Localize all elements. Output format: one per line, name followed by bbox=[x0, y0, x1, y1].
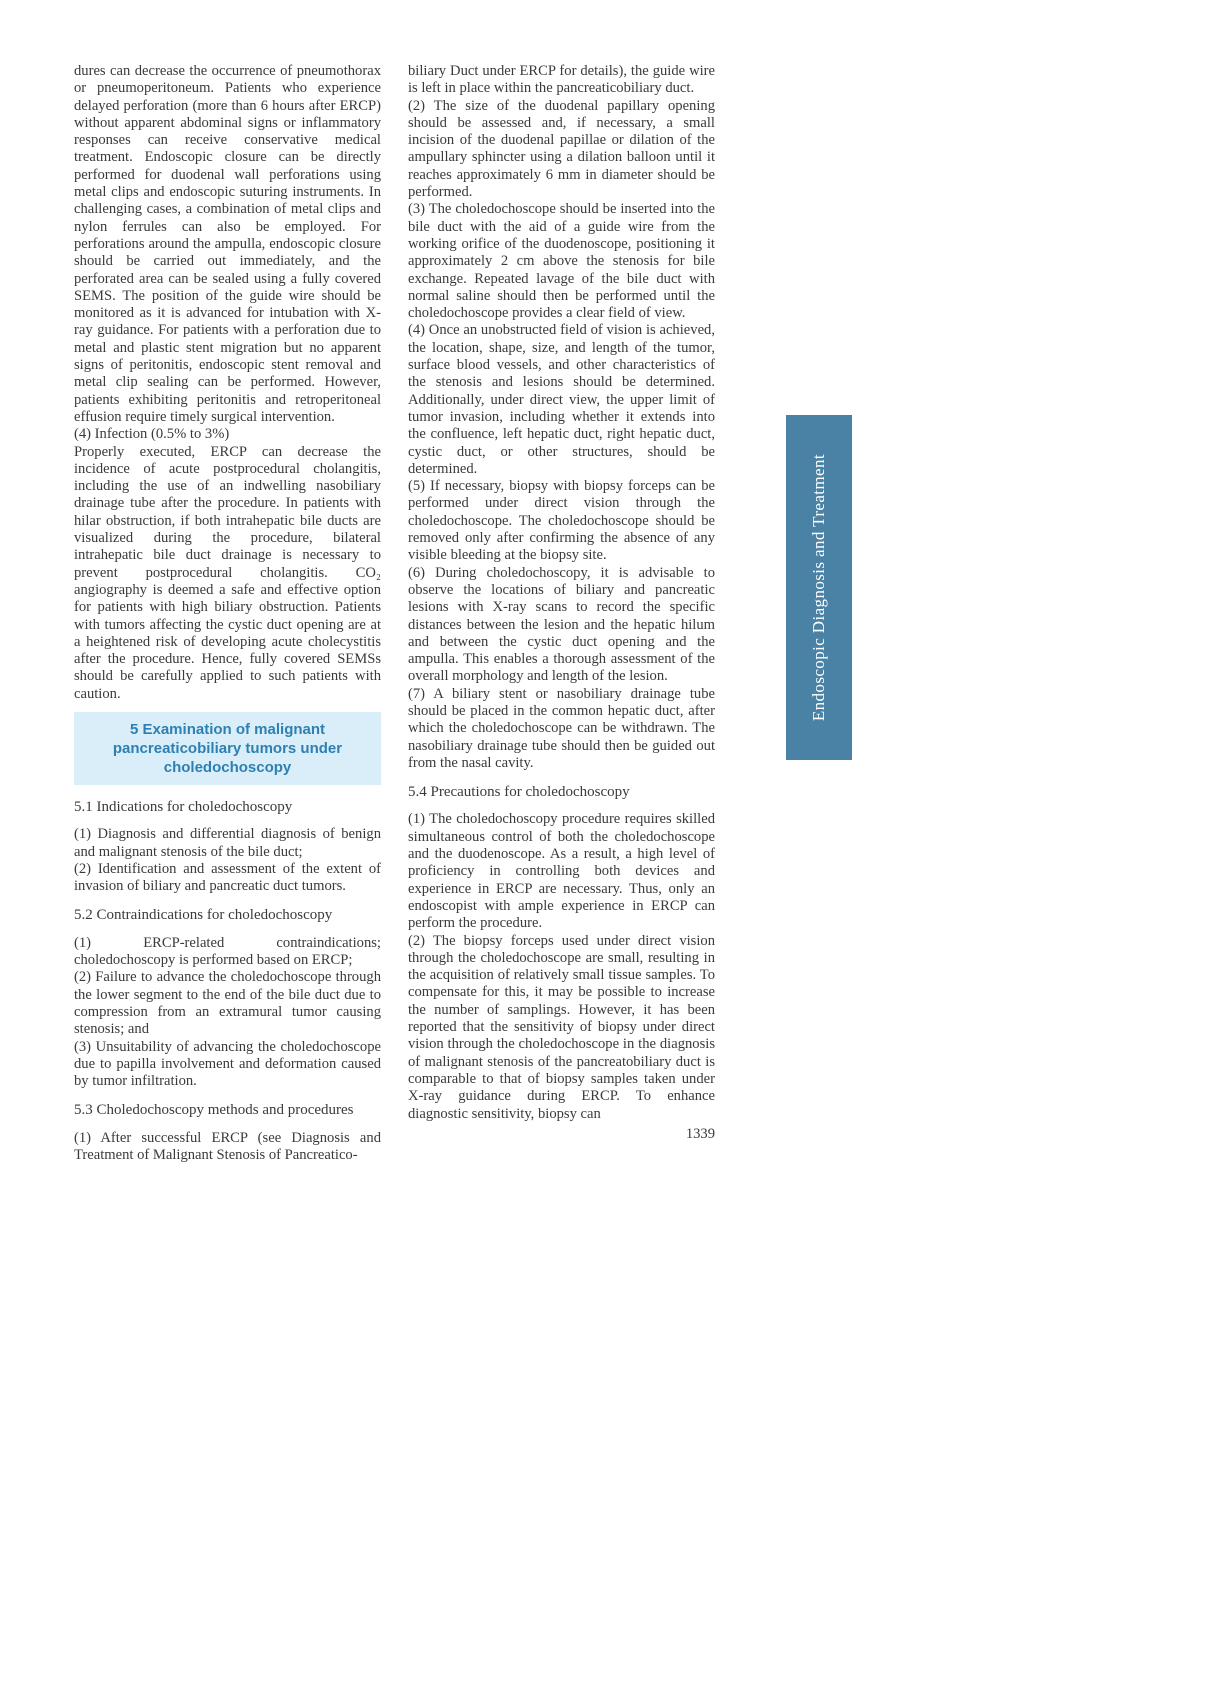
list-item: (1) The choledochoscopy procedure requires skilled simultaneous control of both the choledochoscope and the duodenoscope. As a result, a high level of proficiency in controlling both devices and experience in ERCP are necessary. Thus, only an endoscopist with ample experience in ERCP can perform the procedure. bbox=[408, 811, 715, 932]
list-item: (2) Identification and assessment of the extent of invasion of biliary and pancreatic duct tumors. bbox=[74, 860, 381, 895]
chapter-thumb-tab bbox=[786, 415, 852, 760]
infection-rate-line: (4) Infection (0.5% to 3%) bbox=[74, 426, 230, 443]
list-item: (3) Unsuitability of advancing the choledochoscope due to papilla involvement and deformation caused by tumor infiltration. bbox=[74, 1038, 381, 1090]
subsection-heading-5-4: 5.4 Precautions for choledochoscopy bbox=[408, 784, 630, 801]
list-item: (5) If necessary, biopsy with biopsy forceps can be performed under direct vision through the choledochoscope. The choledochoscope should be removed only after confirming the absence of any visible bleeding at the biopsy site. bbox=[408, 478, 715, 564]
list-item: (1) After successful ERCP (see Diagnosis and Treatment of Malignant Stenosis of Pancreatico- bbox=[74, 1129, 381, 1164]
subsection-heading-5-3: 5.3 Choledochoscopy methods and procedures bbox=[74, 1102, 354, 1119]
list-item: (1) Diagnosis and differential diagnosis of benign and malignant stenosis of the bile duct; bbox=[74, 826, 381, 860]
paragraph: dures can decrease the occurrence of pneumothorax or pneumoperitoneum. Patients who experience delayed perforation (more than 6 hours after ERCP) without apparent abdominal signs or inflammatory responses can receive conservative medical treatment. Endoscopic closure can be directly performed for duodenal wall perforations using metal clips and endoscopic suturing instruments. In challenging cases, a combination of metal clips and nylon ferrules can also be employed. For perforations around the ampulla, endoscopic closure should be carried out immediately, and the perforated area can be sealed using a fully covered SEMS. The position of the guide wire should be monitored as it is advanced for intubation with X-ray guidance. For patients with a perforation due to metal and plastic stent migration but no apparent signs of peritonitis, endoscopic stent removal and metal clip sealing can be performed. However, patients exhibiting peritonitis and retroperitoneal effusion require timely surgical intervention. bbox=[74, 63, 381, 425]
list-item: (3) The choledochoscope should be inserted into the bile duct with the aid of a guide wire from the working orifice of the duodenoscope, positioning it approximately 2 cm above the stenosis for bile exchange. Repeated lavage of the bile duct with normal saline should then be performed until the choledochoscope provides a clear field of view. bbox=[408, 201, 715, 322]
list-item: (7) A biliary stent or nasobiliary drainage tube should be placed in the common hepatic duct, after which the choledochoscope can be withdrawn. The nasobiliary drainage tube should then be guided out from the nasal cavity. bbox=[408, 685, 715, 771]
left-column bbox=[74, 63, 381, 1164]
list-item: (6) During choledochoscopy, it is advisable to observe the locations of biliary and pancreatic lesions with X-ray scans to record the specific distances between the lesion and the hepatic hilum and between the cystic duct opening and the ampulla. This enables a thorough assessment of the overall morphology and length of the lesion. bbox=[408, 564, 715, 685]
subsection-heading-5-1: 5.1 Indications for choledochoscopy bbox=[74, 798, 293, 815]
section-heading-box: 5 Examination of malignant pancreaticobiliary tumors under choledochoscopy bbox=[74, 712, 381, 785]
right-column bbox=[408, 63, 715, 1123]
paragraph: Properly executed, ERCP can decrease the incidence of acute postprocedural cholangitis, including the use of an indwelling nasobiliary drainage tube after the procedure. In patients with hilar obstruction, if both intrahepatic bile ducts are visualized during the procedure, bilateral intrahepatic bile duct drainage is necessary to prevent postprocedural cholangitis. CO₂ angiography is deemed a safe and effective option for patients with high biliary obstruction. Patients with tumors affecting the cystic duct opening are at a heightened risk of developing acute cholecystitis after the procedure. Hence, fully covered SEMSs should be carefully applied to such patients with caution. bbox=[74, 443, 381, 702]
subsection-heading-5-2: 5.2 Contraindications for choledochoscopy bbox=[74, 907, 333, 924]
paragraph-continuation: biliary Duct under ERCP for details), the guide wire is left in place within the pancreaticobiliary duct. bbox=[408, 63, 715, 97]
chapter-thumb-tab-label: Endoscopic Diagnosis and Treatment bbox=[809, 453, 828, 722]
list-item: (4) Once an unobstructed field of vision is achieved, the location, shape, size, and length of the tumor, surface blood vessels, and other characteristics of the stenosis and lesions should be determined. Additionally, under direct view, the upper limit of tumor invasion, including whether it extends into the confluence, left hepatic duct, right hepatic duct, cystic duct, or other structures, should be determined. bbox=[408, 322, 715, 477]
page-number: 1339 bbox=[685, 1126, 715, 1142]
list-item: (2) The size of the duodenal papillary opening should be assessed and, if necessary, a small incision of the duodenal papillae or dilation of the ampullary sphincter using a dilation balloon until it reaches approximately 6 mm in diameter should be performed. bbox=[408, 97, 715, 201]
list-item: (1) ERCP-related contraindications; choledochoscopy is performed based on ERCP; bbox=[74, 934, 381, 969]
list-item: (2) The biopsy forceps used under direct vision through the choledochoscope are small, resulting in the acquisition of relatively small tissue samples. To compensate for this, it may be possible to increase the number of samplings. However, it has been reported that the sensitivity of biopsy under direct vision through the choledochoscope in the diagnosis of malignant stenosis of the pancreatobiliary duct is comparable to that of biopsy samples taken under X-ray guidance during ERCP. To enhance diagnostic sensitivity, biopsy can bbox=[408, 932, 715, 1122]
list-item: (2) Failure to advance the choledochoscope through the lower segment to the end of the bile duct due to compression from an extramural tumor causing stenosis; and bbox=[74, 969, 381, 1038]
